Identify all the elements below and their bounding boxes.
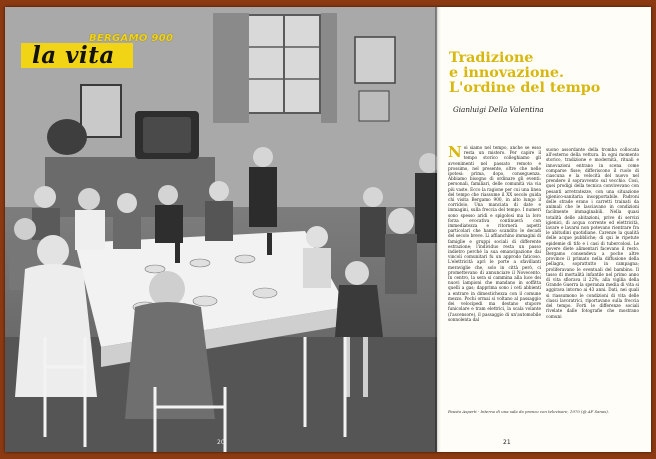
- wall-picture-3: [81, 85, 121, 137]
- section-kicker: BERGAMO 900: [89, 33, 174, 44]
- spine-gutter: [435, 7, 441, 452]
- photo-caption: Fausto Asperti - Interno di una sala da pranzo con televisore, 1970 (@ AF Sanas).: [448, 409, 609, 414]
- wall-picture-1: [355, 37, 395, 83]
- page-number-right: 21: [503, 439, 511, 446]
- column-1-text: oi siamo nel tempo, anche se esso resta un mistero. Per capire il tempo storico colleghiamo gli avvenimenti nel passato remoto e prossimo, nel presente, oltre che nelle ipotesi: prima, dopo, conseguenza. Abbiamo bisogno di ordinare gli eventi: personali, familiari, delle comunità via via più vaste. Ecco la ragione per cui una linea del tempo che riassume il XX secolo guida chi visita Bergamo 900, in alto lungo il corridoio. Una manciata di date e immagini, sulla freccia del tempo. I numeri sono spesso aridi e spigolosi ma la loro forza evocativa continuerà con immediatezza e ritornerà aspetti particolari che hanno scandito le decadi del secolo breve. Li affianchino immagini di famiglie e gruppi sociali di differente estrazione; l'individuo resta un passo indietro perché la sua emancipazione dai vincoli comunitari fu un approdo faticoso. L'elettricità aprì le porte a sfavillanti meraviglie che, solo in città però, ci promettevano di annunciare il Novecento. In centro, la sera si cammina alla luce dei nuovi lampioni che mandano in soffitta quelli a gas; dapprima sono i ceti abbienti a entrare in dimestichezza con il comune mezzo. Pochi ormai si voltano al passaggio dei velocipedi ma destano stupore funicolare e tram elettrici, la scala volante (l'ascensore), il passaggio di un'automobile sonnolenta dal: [448, 145, 541, 322]
- window-shutter-right: [321, 13, 337, 123]
- window-shutter-left: [213, 13, 249, 123]
- article-headline: [449, 51, 645, 96]
- family-dinner-photo: [5, 7, 437, 452]
- magazine-spread: [5, 7, 651, 452]
- article-author: Gianluigi Della Valentina: [453, 105, 544, 114]
- article-column-2: suono assordante della tromba collocata all'esterno della vettura. In ogni momento storico, tradizione e modernità, rituali e innovazioni entrano in scena come comparse fisse; differiscono il ruolo di ciascuna e la velocità del nuovo nel prendere il sopravvento sul vecchio. Così, quei prodigi della tecnica convivevano con pesanti arretratezze, con una situazione igienico-sanitaria insopportabile. Padroni delle strade erano i carretti trainati da animali che le lasciavano in condizioni facilmente immaginabili. Nella quasi totalità delle abitazioni, prive di servizi igienici, di acqua corrente ed elettricità, lavare e lavarsi non potevano rientrare fra le abitudini quotidiane. Carenze la qualità delle acque pubbliche; di qui le ripetute epidemie di tifo e i casi di tubercolosi. Le povere diete alimentari facevano il resto. Bergamo consendeva a poche altre province il primato nella diffusione della pellagra, soprattutto in campagna; proliferavano le eventuali del bambino. Il tasso di mortalità infantile nel primo anno di vita sfiorava il 22%; alla vigilia della Grande Guerra la speranza media di vita si aggirava intorno ai 43 anni. Dati, nei quali si riassumono le condizioni di vita delle classi lavoratrici, riportavano sulla freccia del tempo. Forti le differenze sociali rivelate dalle fotografie che mostrano comuni: [546, 147, 639, 319]
- drop-cap: N: [448, 143, 462, 161]
- wall-picture-2: [359, 91, 389, 121]
- article-column-1: [448, 145, 541, 322]
- headline-line-3: L'ordine del tempo: [449, 80, 601, 96]
- section-title: la vita: [32, 42, 115, 69]
- headline-line-2: e innovazione.: [449, 65, 564, 81]
- page-number-left: 20: [217, 439, 225, 446]
- photo-illustration: [5, 7, 437, 452]
- headline-line-1: Tradizione: [449, 50, 534, 66]
- plant: [47, 119, 87, 155]
